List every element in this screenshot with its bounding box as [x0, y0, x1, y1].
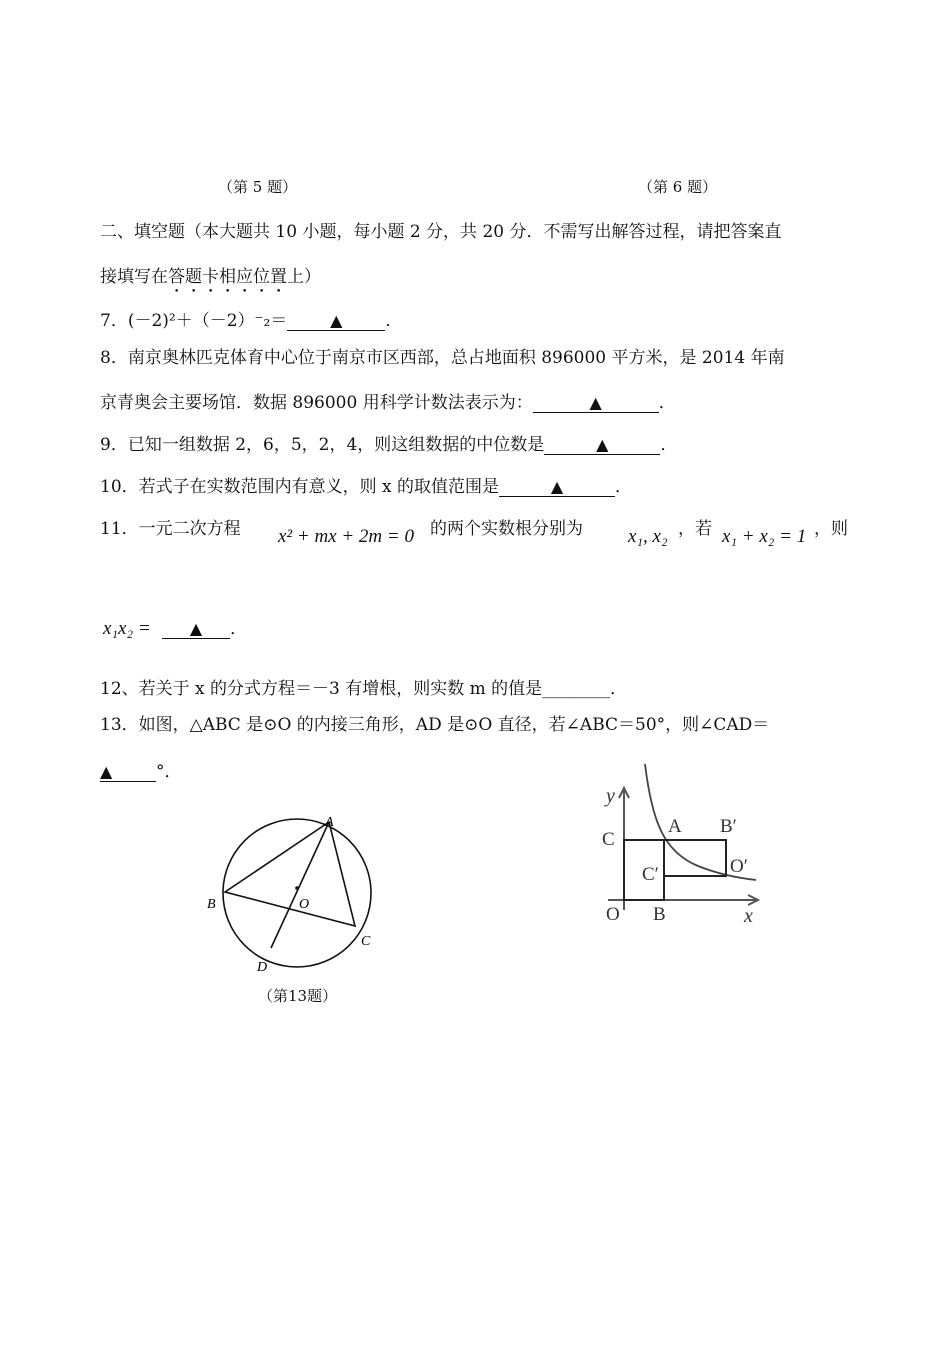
q11-equation: x² + mx + 2m = 0 [278, 526, 414, 547]
q11-intro: 11．一元二次方程 [100, 519, 241, 539]
label-b: B [653, 904, 666, 925]
answer-marker-icon: ▲ [550, 477, 564, 496]
q11-if-text: ，若 [678, 519, 712, 539]
label-a: A [668, 816, 682, 837]
center-point [295, 886, 299, 890]
q13-end: °． [156, 762, 182, 782]
question-10 [100, 472, 632, 497]
heading-plain: 接填写在 [100, 267, 168, 287]
answer-marker-icon: ▲ [330, 311, 343, 330]
q7-end: ． [385, 311, 403, 331]
q11-condition: x₁ + x₂ = 1 [722, 526, 807, 547]
q8-answer-blank[interactable] [533, 394, 659, 413]
question-9 [100, 430, 677, 455]
label-y: y [606, 785, 615, 807]
q8-text: 京青奥会主要场馆．数据 896000 用科学计数法表示为： [100, 393, 533, 413]
figure-13-caption: （第13题） [258, 987, 338, 1005]
figure-13-circle-diagram [195, 808, 395, 980]
label-o-prime: O′ [730, 856, 748, 877]
label-c: C [361, 934, 371, 949]
question-8-line2 [100, 388, 676, 413]
question-7 [100, 306, 402, 331]
question-11-answer-line [103, 614, 247, 640]
label-o: O [606, 904, 620, 925]
label-d: D [257, 960, 268, 975]
q11-answer-blank[interactable] [162, 620, 230, 639]
q10-text: 10．若式子在实数范围内有意义，则 x 的取值范围是 [100, 477, 500, 497]
label-o: O [299, 897, 310, 912]
q11-roots: x₁, x₂ [628, 526, 668, 547]
question-13-answer-line [100, 757, 182, 782]
question-8-line1: 8．南京奥林匹克体育中心位于南京市区西部，总占地面积 896000 平方米，是 2014 年南 [100, 348, 785, 368]
q11-then-text: ，则 [814, 519, 848, 539]
section-heading-line1: 二、填空题（本大题共 10 小题，每小题 2 分，共 20 分．不需写出解答过程，请把答案直 [100, 222, 782, 242]
figure-6-caption: （第 6 题） [638, 178, 718, 196]
q9-text: 9．已知一组数据 2，6，5，2，4，则这组数据的中位数是 [100, 435, 545, 455]
q7-text: 7．(－2)²＋（－2）⁻₂＝ [100, 311, 288, 331]
question-13: 13．如图，△ABC 是⊙O 的内接三角形，AD 是⊙O 直径，若∠ABC＝50°，则∠CAD＝ [100, 715, 770, 735]
q9-answer-blank[interactable] [544, 436, 660, 455]
section-heading-line2 [100, 262, 321, 297]
question-12: 12、若关于 x 的分式方程＝－3 有增根，则实数 m 的值是________． [100, 679, 628, 699]
heading-end: 上） [287, 267, 321, 287]
q7-answer-blank[interactable] [287, 312, 385, 331]
q9-end: ． [660, 435, 678, 455]
label-a: A [325, 815, 334, 830]
answer-marker-icon: ▲ [589, 393, 602, 412]
answer-marker-icon: ▲ [189, 619, 203, 638]
figure-5-caption: （第 5 题） [218, 178, 298, 196]
q11-ask: x₁x₂ = [103, 618, 151, 639]
heading-emphasis: 答题卡相应位置 [168, 267, 287, 287]
answer-marker-icon: ▲ [100, 762, 113, 781]
rectangle-translated [664, 840, 726, 876]
q10-answer-blank[interactable] [499, 478, 615, 497]
q11-roots-text: 的两个实数根分别为 [430, 519, 583, 539]
triangle-abc [225, 822, 355, 926]
answer-marker-icon: ▲ [596, 435, 609, 454]
label-c-prime: C′ [642, 864, 659, 885]
label-x: x [744, 905, 753, 927]
q8-end: ． [658, 393, 676, 413]
q13-answer-blank[interactable] [100, 763, 156, 782]
label-c: C [602, 829, 615, 850]
figure-6-coordinate-diagram [598, 762, 778, 932]
q10-end: ． [615, 477, 633, 497]
label-b: B [207, 897, 216, 912]
q11-end: ． [230, 619, 248, 639]
label-b-prime: B′ [720, 816, 737, 837]
